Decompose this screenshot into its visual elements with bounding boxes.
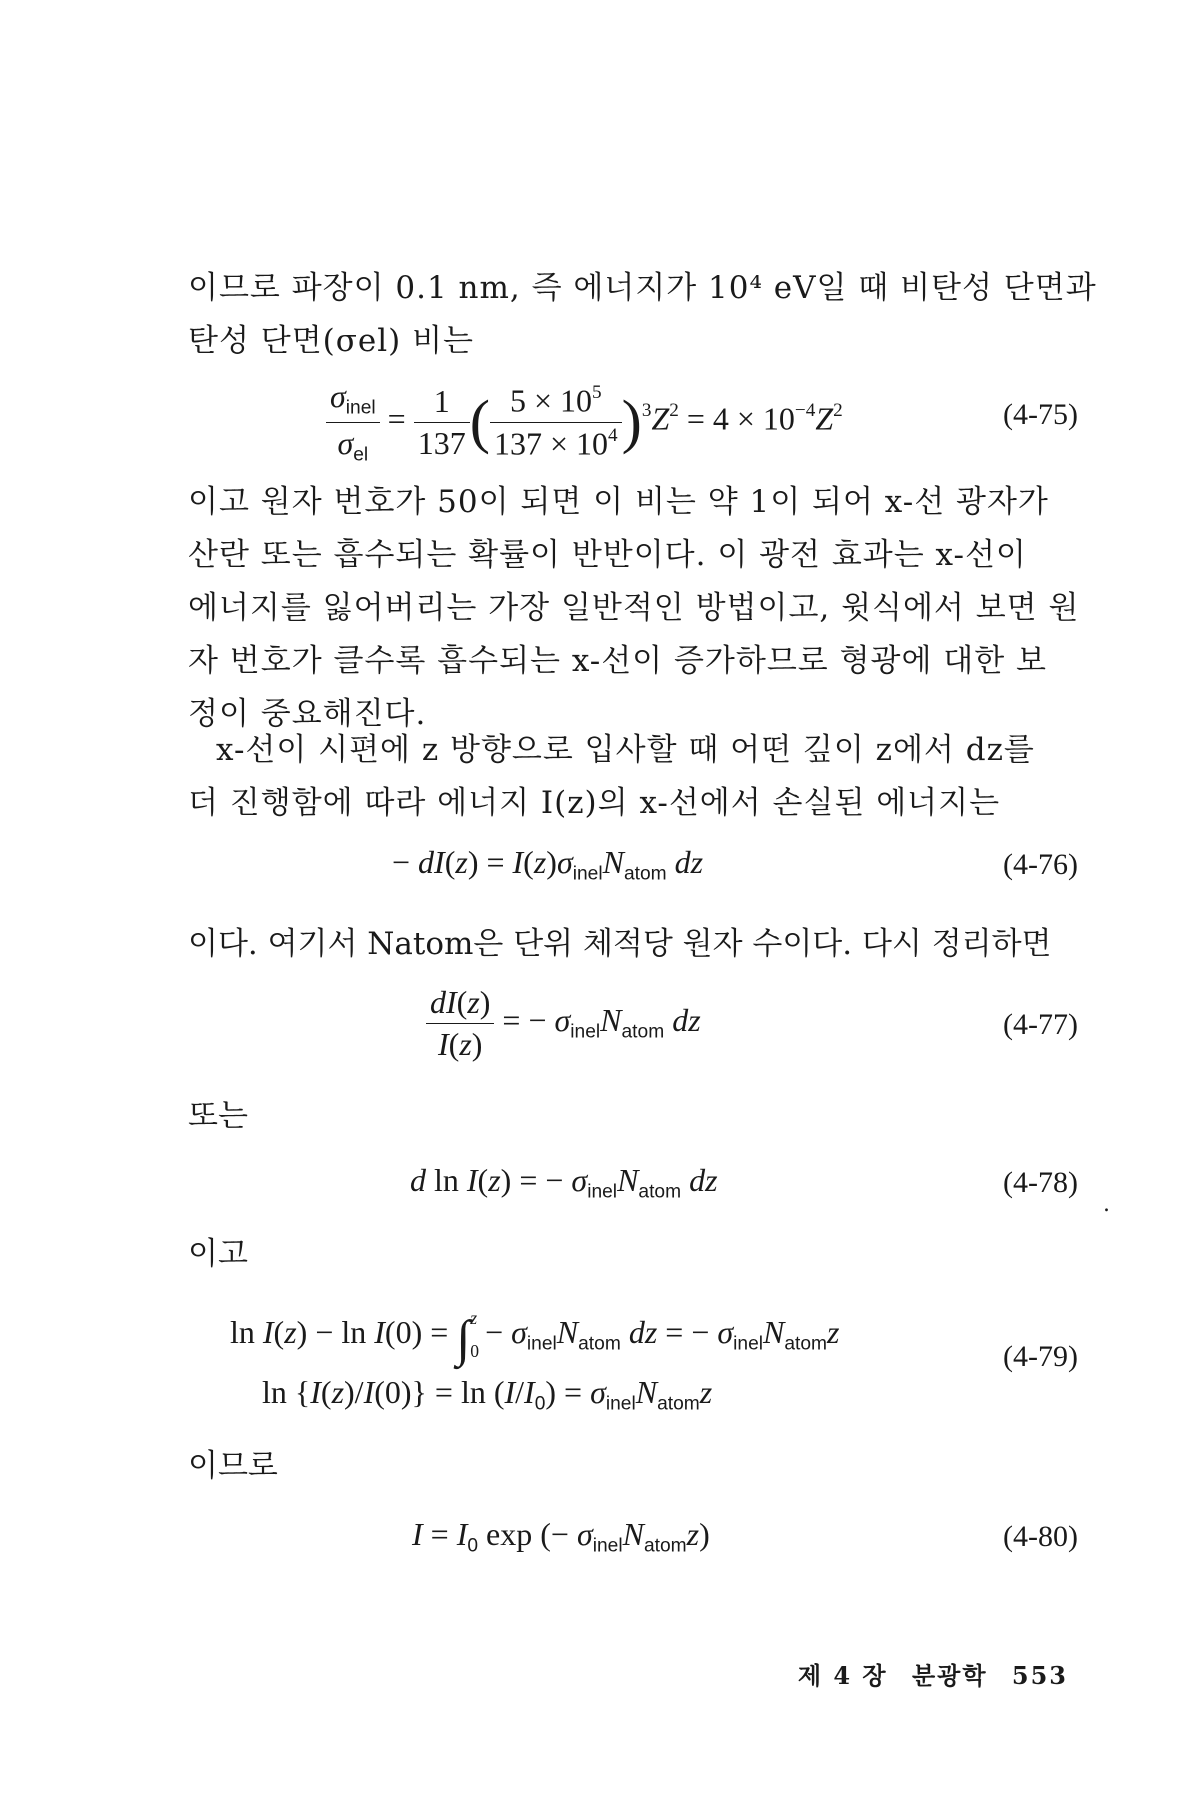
equation-4-79-line1: ln I(z) − ln I(0) = ∫ z 0 − $\sigma_{inel}N_{atom}$ dz = − $\sigma_{inel}N_{atom}z$ [230,1308,840,1368]
paragraph-therefore: 이므로 [188,1448,278,1484]
paragraph-intro [188,262,1097,368]
text-line: 자 번호가 클수록 흡수되는 x-선이 증가하므로 형광에 대한 보 [188,643,1047,679]
page-number: 553 [1011,1661,1068,1690]
stray-dot: . [1103,1192,1110,1217]
equation-number: (4-76) [1003,848,1078,881]
paragraph-and: 이고 [188,1236,248,1272]
chapter-title: 분광학 [911,1661,988,1690]
equation-number: (4-78) [1003,1166,1078,1199]
chapter-label: 제 4 장 [797,1661,888,1690]
text-line: 이므로 파장이 0.1 nm, 즉 에너지가 10⁴ eV일 때 비탄성 단면과 [188,270,1097,306]
text-line: 정이 중요해진다. [188,696,427,732]
page-footer [784,1656,1068,1691]
equation-4-80: $I = I_0$ exp (− $\sigma_{inel}N_{atom}z$) [412,1516,710,1557]
equation-4-76: − $dI(z) = I(z)\sigma_{inel}N_{atom}$ dz [392,844,704,885]
equation-4-79-line2: $\ln \{I(z)/I(0)\} = \ln (I/I_0) = \sigma_{inel}N_{atom}z$ [262,1374,713,1415]
paragraph-natom: 이다. 여기서 Natom은 단위 체적당 원자 수이다. 다시 정리하면 [188,926,1052,962]
paragraph-or: 또는 [188,1098,248,1134]
text-line: 에너지를 잃어버리는 가장 일반적인 방법이고, 윗식에서 보면 원 [188,590,1080,626]
equation-number: (4-75) [1003,398,1078,431]
text-line: 산란 또는 흡수되는 확률이 반반이다. 이 광전 효과는 x-선이 [188,537,1027,573]
text-line: 더 진행함에 따라 에너지 I(z)의 x-선에서 손실된 에너지는 [188,785,1001,821]
text-line: 탄성 단면(σel) 비는 [188,323,474,359]
text-line: x-선이 시편에 z 방향으로 입사할 때 어떤 깊이 z에서 dz를 [216,732,1035,768]
paragraph-depth [188,724,1088,830]
equation-number: (4-79) [1003,1340,1078,1373]
equation-4-77: $\frac{dI(z)}{I(z)}$ = − $\sigma_{inel}N_{atom}$ dz [426,984,701,1063]
equation-number: (4-80) [1003,1520,1078,1553]
equation-number: (4-77) [1003,1008,1078,1041]
paragraph-photoelectric [188,476,1088,741]
text-line: 이고 원자 번호가 50이 되면 이 비는 약 1이 되어 x-선 광자가 [188,484,1049,520]
equation-4-78: d ln I(z) = − $\sigma_{inel}N_{atom}$ dz [410,1162,718,1203]
equation-4-75: $\frac{\sigma_{inel}}{\sigma_{el}}$ = $\frac{1}{137}$ ( $\frac{5 \times 10^5}{137 \times 10^4}$ )$^3Z^2 = 4 \times 10^{-4}Z^2$ [326,378,843,466]
